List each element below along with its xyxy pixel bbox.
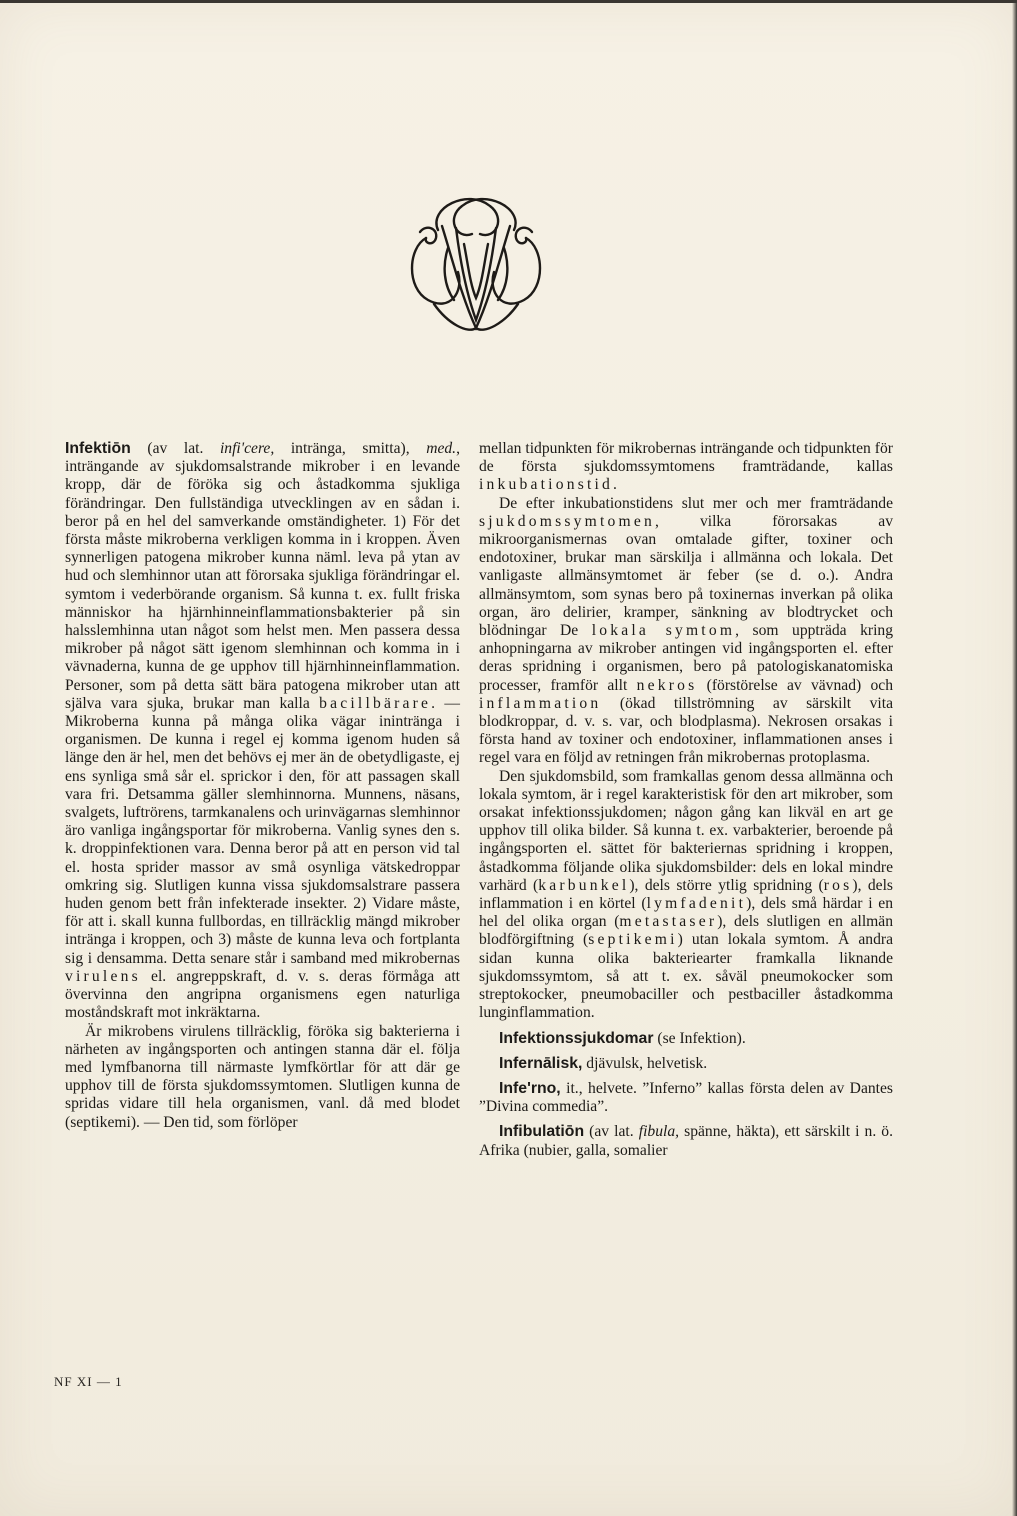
- paragraph-inkubation: mellan tidpunkten för mikrobernas inträngande och tidpunkten för de första sjukdomssymtomens framträdande, kallas inkubationstid.: [479, 440, 893, 494]
- entry-infektion: Infektiōn (av lat. infi'cere, intränga, smitta), med., inträngande av sjukdomsalstrande mikrober i en levande kropp, där de föröka sig och åstadkomma sjukliga förändringar. Den fullständiga utvecklingen av en sådan i. beror på en hel del samverkande omständigheter. 1) För det första måste mikroberna verkligen komma in i kroppen. Även synnerligen patogena mikrober kunna näml. leva på ytan av hud och slemhinnor utan att förorsaka sjukliga förändringar el. symtom i vederbörande organism. Så kunna t. ex. fullt friska människor ha hjärnhinneinflammationsbakterier på sin halsslemhinna utan något som helst men. Men passera dessa mikrober på något sätt igenom slemhinnan och komma in i vävnaderna, kunna de ge upphov till hjärnhinneinflammation. Personer, som på detta sätt bära patogena mikrober utan att själva vara sjuka, brukar man kalla bacillbärare. — Mikroberna kunna på många olika vägar ininträngа i organismen. De kunna i regel ej komma igenom huden så länge den är hel, men det behövs ej mer än de obetydligaste, ej ens synliga små sår el. sprickor i den, för att passagen skall vara fri. Detsamma gäller slemhinnorna. Munnens, näsans, svalgets, luftrörens, tarmkanalens och urinvägarnas slemhinnor äro vanliga ingångsportar för mikroberna. Vanlig synes den s. k. droppinfektionen vara. Denna beror på att en person vid tal el. hosta sprider massor av små osynliga vätskedroppar omkring sig. Slutligen kunna vissa sjukdomsalstrare passera huden genom bett från infekterade insekter. 2) Vidare måste, för att i. skall kunna fullbordas, en tillräcklig mängd mikrober inträngа i kroppen, och 3) måste de kunna leva och fortplanta sig i densamma. Detta senare står i samband med mikrobernas virulens el. angreppskraft, d. v. s. deras förmåga att övervinna den angripna organismens egen naturliga moståndskraft mot inkräktarna.: [65, 440, 460, 1022]
- royal-monogram-icon: [398, 188, 554, 338]
- page-signature-footer: NF XI — 1: [54, 1374, 123, 1389]
- entry-infernalisk: Infernālisk, djävulsk, helvetisk.: [499, 1054, 708, 1072]
- entry-infibulation: Infibulatiōn (av lat. fibula, spänne, häkta), ett särskilt i n. ö. Afrika (nubier, galla, somalier: [479, 1123, 893, 1159]
- page-top-edge: [0, 0, 1017, 3]
- right-column: [479, 440, 893, 1160]
- entry-inferno: Infe'rno, it., helvete. ”Inferno” kallas första delen av Dantes ”Divina commedia”.: [479, 1079, 893, 1116]
- paragraph-virulens: Är mikrobens virulens tillräcklig, föröka sig bakterierna i närheten av ingångsporten och antingen stanna där el. följa med lymfbanorna till närmaste lymfkörtlar för att där ge upphov till de första sjukdomssymtomen. Slutligen kunna de spridas vidare till hela organismen, vanl. då med blodet (septikemi). — Den tid, som förlöper: [65, 1022, 460, 1131]
- headword-infektion: Infektiōn: [65, 440, 131, 457]
- left-column: [65, 440, 460, 1132]
- page-right-edge: [1012, 0, 1017, 1516]
- paragraph-symtom: De efter inkubationstidens slut mer och mer framträdande sjukdomssymtomen, vilka förorsakas av mikroorganismernas ovan omtalade gifter, toxiner och endotoxiner, brukar man särskilja i allmänna och lokala. Det vanligaste allmänsymtomet är feber (se d. o.). Andra allmänsymtom, som synas bero på toxinernas inverkan på olika organ, äro delirier, kramper, sänkning av blodtrycket och blödningar De lokala symtom, som uppträda kring anhopningarna av mikrober antingen vid ingångsporten el. efter deras spridning i organismen, bero på patologiskanatomiska processer, framför allt nekros (förstörelse av vävnad) och inflammation (ökad tillströmning av särskilt vita blodkroppar, d. v. s. var, och blodplasma). Nekrosen orsakas i första hand av toxiner och endotoxiner, inflammationen anses i regel vara en följd av retningen från mikrobernas protoplasma.: [479, 494, 893, 767]
- entry-infektionssjukdomar: Infektionssjukdomar (se Infektion).: [499, 1029, 746, 1047]
- paragraph-sjukdomsbild: Den sjukdomsbild, som framkallas genom dessa allmänna och lokala symtom, är i regel karakteristisk för den art mikrober, som orsakat infektionssjukdomen; någon gång kan likväl en art ge upphov till olika bilder. Så kunna t. ex. varbakterier, beroende på ingångsporten el. sättet för bakteriernas spridning i kroppen, åstadkomma följande olika sjukdomsbilder: dels en lokal mindre varhärd (karbunkel), dels större ytlig spridning (ros), dels inflammation i en körtel (lymfadenit), dels små härdar i en hel del olika organ (metastaser), dels slutligen en allmän blodförgiftning (septikemi) utan lokala symtom. Å andra sidan kunna olika bakteriearter framkalla liknande sjukdomssymtom, så att t. ex. såväl pneumokocker som streptokocker, pneumobaciller och pestbaciller åstadkomma lunginflammation.: [479, 767, 893, 1022]
